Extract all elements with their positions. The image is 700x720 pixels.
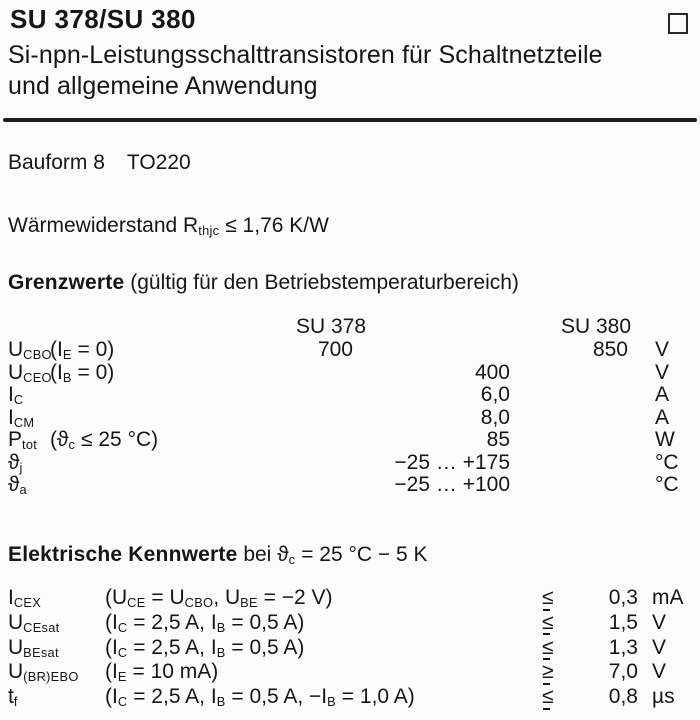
- subscript: C: [117, 619, 128, 635]
- limit-test-condition: (IB = 0): [50, 360, 115, 385]
- limit-unit: °C: [655, 450, 679, 474]
- limit-value-su378: 700: [317, 338, 353, 361]
- subscript: CEsat: [23, 619, 60, 635]
- limit-param-symbol: IC: [8, 383, 24, 408]
- limit-test-condition: [50, 474, 240, 497]
- limit-value-common: 8,0: [480, 405, 510, 429]
- subscript: C: [117, 694, 128, 710]
- limits-heading-note: (gültig für den Betriebstemperaturbereich): [130, 271, 519, 294]
- characteristic-unit: µs: [652, 685, 675, 709]
- characteristic-value-cell: [542, 611, 638, 636]
- limit-param-symbol: ϑa: [8, 473, 27, 498]
- subscript: CBO: [184, 595, 214, 611]
- relation-symbol: ≤: [542, 685, 554, 709]
- characteristic-test-condition: (UCE = UCBO, UBE = −2 V): [105, 586, 333, 611]
- bauform-label: Bauform 8: [8, 151, 105, 174]
- subscript: BE: [240, 595, 258, 611]
- subscript: B: [216, 619, 226, 635]
- subscript: (BR)EBO: [23, 669, 79, 685]
- relation-symbol: ≥: [542, 660, 554, 684]
- characteristic-test-condition: (IE = 10 mA): [105, 660, 219, 685]
- page-subtitle: [8, 40, 603, 102]
- subscript: a: [19, 482, 27, 498]
- subscript: BEsat: [23, 644, 59, 660]
- limit-value-common: −25 … +175: [394, 450, 510, 474]
- subscript: E: [117, 669, 127, 685]
- limit-param-symbol: UCBO: [8, 338, 52, 363]
- limit-value-common: −25 … +100: [394, 473, 510, 496]
- limit-test-condition: (ϑc ≤ 25 °C): [50, 428, 159, 453]
- subscript: B: [216, 644, 226, 660]
- characteristic-param-symbol: ICEX: [8, 586, 42, 611]
- characteristic-value-cell: [542, 660, 638, 685]
- limit-value-su378: [240, 474, 353, 497]
- subscript: c: [68, 437, 76, 453]
- subscript: CM: [13, 414, 35, 430]
- limit-value-su378: [240, 384, 353, 407]
- thermal-resistance-line: Wärmewiderstand Rthjc ≤ 1,76 K/W: [8, 214, 329, 239]
- characteristic-test-condition: (IC = 2,5 A, IB = 0,5 A): [105, 635, 305, 660]
- limit-param-symbol: Ptot: [8, 428, 38, 453]
- subscript: B: [62, 369, 72, 385]
- electrical-table: [0, 586, 700, 710]
- subscript: B: [327, 694, 336, 710]
- bauform-line: [8, 151, 191, 175]
- characteristic-unit: V: [652, 610, 667, 634]
- column-header-su378: SU 378: [296, 315, 367, 338]
- limit-value-su378: [240, 429, 353, 452]
- limit-value-common: [353, 339, 510, 362]
- characteristic-unit: V: [652, 635, 667, 659]
- characteristic-value-cell: [542, 685, 638, 710]
- subscript: tot: [22, 437, 38, 453]
- subscript: CEX: [13, 595, 42, 611]
- limit-param-symbol: ICM: [8, 405, 35, 430]
- limit-value-common: 85: [486, 428, 510, 451]
- relation-symbol: ≤: [542, 635, 554, 659]
- subtitle-line-2: und allgemeine Anwendung: [8, 72, 318, 100]
- limit-value-su380: [510, 429, 628, 452]
- limit-value-common: 6,0: [480, 383, 510, 406]
- electrical-heading-bold: Elektrische Kennwerte: [8, 543, 238, 566]
- limit-test-condition: (IE = 0): [50, 338, 115, 363]
- relation-symbol: ≤: [542, 610, 554, 634]
- characteristic-param-symbol: UBEsat: [8, 635, 59, 660]
- characteristic-value-cell: [542, 636, 638, 661]
- limit-test-condition: [50, 452, 240, 475]
- limits-heading-bold: Grenzwerte: [8, 271, 125, 294]
- limit-unit: V: [655, 338, 670, 361]
- characteristic-unit: mA: [652, 586, 684, 609]
- subscript: CE: [127, 595, 146, 611]
- limit-param-symbol: ϑj: [8, 450, 23, 475]
- limit-test-condition: [50, 407, 240, 430]
- characteristic-value: 0,3: [608, 586, 638, 609]
- relation-symbol: ≤: [542, 586, 554, 609]
- header-rule: [3, 118, 697, 122]
- subscript: j: [19, 459, 23, 475]
- limit-value-su380: 850: [592, 338, 628, 361]
- corner-box-icon: [668, 13, 688, 34]
- subtitle-line-1: Si-npn-Leistungsschalttransistoren für Schaltnetzteile: [8, 41, 603, 69]
- limit-value-su380: [510, 452, 628, 475]
- characteristic-value: 1,5: [608, 610, 638, 634]
- limit-value-su380: [510, 474, 628, 497]
- electrical-heading-note: bei ϑc = 25 °C − 5 K: [243, 543, 428, 568]
- subscript: f: [13, 694, 18, 710]
- characteristic-test-condition: (IC = 2,5 A, IB = 0,5 A, −IB = 1,0 A): [105, 685, 415, 710]
- limits-table: [0, 339, 700, 497]
- limit-value-su380: [510, 384, 628, 407]
- limit-test-condition: [50, 384, 240, 407]
- characteristic-value: 0,8: [608, 685, 638, 709]
- subscript: B: [216, 694, 226, 710]
- limit-param-symbol: UCEO: [8, 360, 52, 385]
- subscript: E: [62, 347, 72, 363]
- characteristic-param-symbol: UCEsat: [8, 610, 60, 635]
- subscript: CEO: [23, 369, 52, 385]
- limit-value-su380: [510, 407, 628, 430]
- limit-unit: A: [655, 383, 670, 406]
- characteristic-unit: V: [652, 660, 667, 684]
- characteristic-value: 7,0: [608, 660, 638, 684]
- limit-unit: V: [655, 360, 670, 384]
- page-title: SU 378/SU 380: [10, 4, 196, 34]
- subscript: c: [288, 552, 296, 568]
- limit-unit: °C: [655, 473, 679, 496]
- subscript: C: [13, 392, 24, 408]
- subscript: C: [117, 644, 128, 660]
- characteristic-value-cell: [542, 586, 638, 611]
- subscript: thjc: [198, 223, 220, 239]
- package-type: TO220: [126, 151, 191, 174]
- electrical-heading: [8, 543, 428, 567]
- characteristic-param-symbol: U(BR)EBO: [8, 660, 79, 685]
- limit-value-su378: [240, 362, 353, 385]
- limit-unit: A: [655, 405, 670, 429]
- limit-value-su380: [510, 362, 628, 385]
- characteristic-value: 1,3: [608, 635, 638, 659]
- characteristic-param-symbol: tf: [8, 685, 18, 710]
- limits-heading: [8, 271, 519, 295]
- column-header-su380: SU 380: [561, 315, 632, 338]
- limit-unit: W: [655, 428, 675, 451]
- limit-value-su378: [240, 407, 353, 430]
- characteristic-test-condition: (IC = 2,5 A, IB = 0,5 A): [105, 610, 305, 635]
- limit-value-common: 400: [474, 360, 510, 384]
- limit-value-su378: [240, 452, 353, 475]
- subscript: CBO: [23, 347, 52, 363]
